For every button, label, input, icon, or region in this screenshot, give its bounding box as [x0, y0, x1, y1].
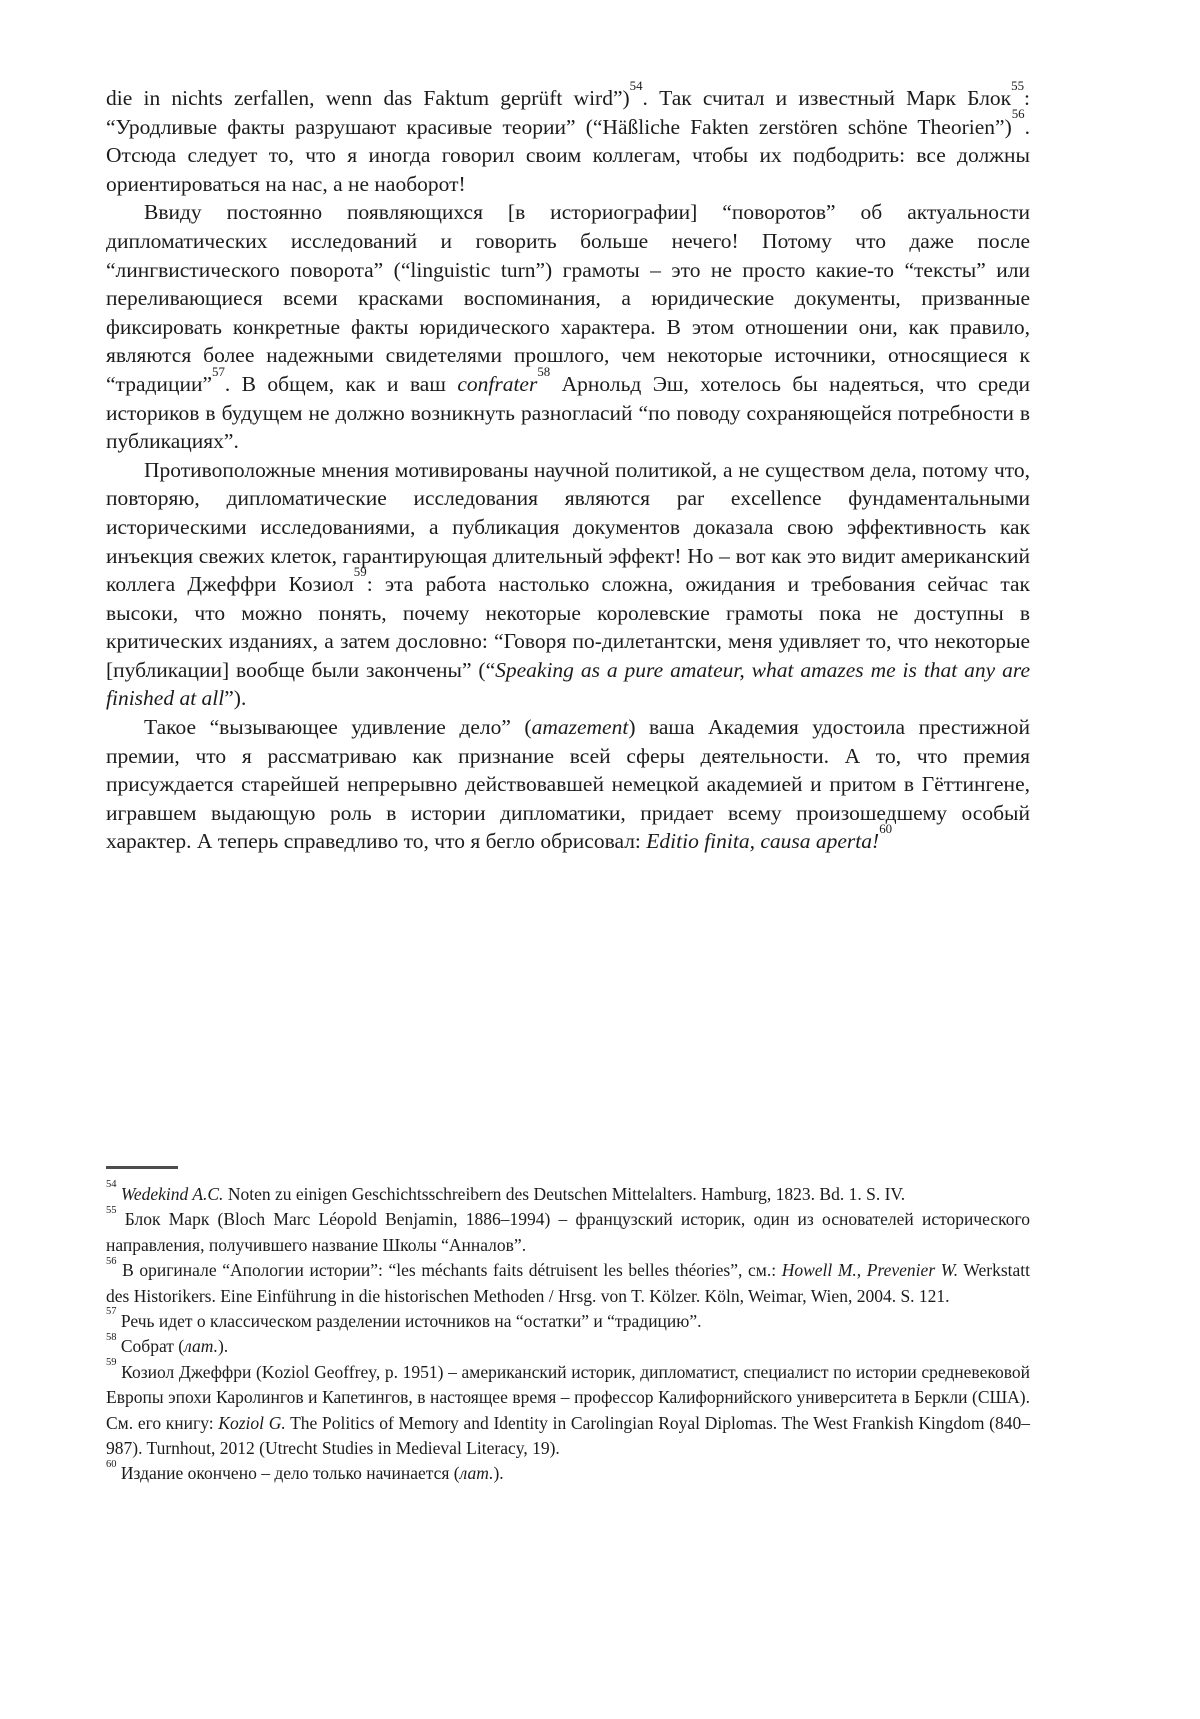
footnotes-list [106, 1179, 1031, 1487]
footnote-ref: 59 [353, 564, 367, 579]
footnote-separator [106, 1166, 178, 1169]
footnote-number: 54 [106, 1179, 117, 1191]
footnote-number: 55 [106, 1204, 117, 1216]
paragraph [106, 78, 1030, 198]
footnote-ref: 56 [1011, 107, 1025, 122]
text-run: ). [493, 1463, 504, 1484]
footnote-ref: 55 [1011, 78, 1025, 93]
paragraph [106, 456, 1030, 713]
text-run: Noten zu einigen Geschichtsschreibern des Deutschen Mittelalters. Hamburg, 1823. Bd. 1. S. IV. [223, 1184, 906, 1204]
footnote-number: 57 [106, 1306, 117, 1318]
paragraph [106, 198, 1030, 455]
footnote-number: 58 [106, 1331, 117, 1343]
text-run: ). [217, 1336, 229, 1357]
italic-text: Howell M., Prevenier W. [781, 1260, 959, 1281]
text-run: В оригинале “Апологии истории”: “les méchants faits détruisent les belles théories”, см.: [122, 1260, 782, 1281]
italic-text: лат. [184, 1336, 218, 1357]
footnote [106, 1179, 1030, 1207]
footnote-ref: 60 [879, 822, 893, 837]
footnote-ref: 57 [212, 364, 225, 379]
footnote-ref: 54 [629, 78, 643, 93]
text-run: Речь идет о классическом разделении источников на “остатки” и “традицию”. [120, 1311, 702, 1332]
text-run: Такое “вызывающее удивление дело” ( [144, 715, 532, 740]
text-run: . Так считал и известный Марк Блок [642, 86, 1012, 110]
text-run: : эта работа настолько сложна, ожидания и требования сейчас так высоки, что можно понять, почему некоторые королевские грамоты пока не доступны в критических изданиях, а затем дословно: “Говоря по-дилетантски, меня удивляет то, что некоторые [публикации] вообще были закончены” (“ [106, 572, 1030, 682]
text-run: Ввиду постоянно появляющихся [в историографии] “поворотов” об актуальности дипломатических исследований и говорить больше нечего! Потому что даже после “лингвистического поворота” (“linguistic turn”) грамоты – это не просто какие-то “тексты” или переливающиеся всеми красками воспоминания, а юридические документы, призванные фиксировать конкретные факты юридического характера. В этом отношении они, как правило, являются более надежными свидетелями прошлого, чем некоторые источники, относящиеся к “традиции” [106, 200, 1030, 396]
italic-text: Editio finita, causa aperta! [646, 829, 880, 854]
footnote [106, 1204, 1030, 1258]
main-text [106, 78, 1030, 856]
footnotes-section [106, 1166, 1030, 1487]
text-run: Издание окончено – дело только начинается ( [120, 1463, 460, 1484]
italic-text: Wedekind A.C. [120, 1184, 224, 1204]
text-run: Блок Марк (Bloch Marc Léopold Benjamin, 1886–1994) – французский историк, один из основателей исторического направления, получившего название Школы “Анналов”. [106, 1209, 1030, 1255]
text-run: Werkstatt des Historikers. Eine Einführung in die historischen Methoden / Hrsg. von T. Kölzer. Köln, Weimar, Wien, 2004. S. 121. [106, 1260, 1031, 1306]
footnote [106, 1306, 1030, 1334]
footnote-ref: 58 [537, 364, 551, 379]
italic-text: лат. [459, 1463, 494, 1484]
text-run: Козиол Джеффри (Koziol Geoffrey, р. 1951) – американский историк, дипломатист, специалист по истории средневековой Европы эпохи Каролингов и Капетингов, в настоящее время – профессор Калифорнийского университета в Беркли (США). См. его книгу: [106, 1361, 1030, 1433]
text-run: . Отсюда следует то, что я иногда говорил своим коллегам, чтобы их подбодрить: все должны ориентироваться на нас, а не наоборот! [106, 114, 1030, 196]
italic-text: amazement [531, 715, 629, 740]
text-run: . В общем, как и ваш [224, 371, 458, 396]
footnote-number: 60 [106, 1458, 117, 1470]
footnote [106, 1331, 1030, 1359]
footnote-number: 56 [106, 1255, 117, 1267]
footnote [106, 1458, 1030, 1486]
text-run: die in nichts zerfallen, wenn das Faktum geprüft wird”) [106, 86, 630, 110]
italic-text: Koziol G. [218, 1412, 286, 1433]
text-run: ”). [224, 686, 247, 711]
text-run: ) ваша Академия удостоила престижной премии, что я рассматриваю как признание всей сферы деятельности. А то, что премия присуждается старейшей непрерывно действовавшей немецкой академией и притом в Гёттингене, игравшем выдающую роль в истории дипломатики, придает всему произошедшему особый характер. А теперь справедливо то, что я бегло обрисовал: [106, 715, 1030, 854]
text-run: : “Уродливые факты разрушают красивые теории” (“Häßliche Fakten zerstören schöne Theorien”) [106, 86, 1030, 139]
text-run: Противоположные мнения мотивированы научной политикой, а не существом дела, потому что, повторяю, дипломатические исследования являются par excellence фундаментальными историческими исследованиями, а публикация документов доказала свою эффективность как инъекция свежих клеток, гарантирующая длительный эффект! Но – вот как это видит американский коллега Джеффри Козиол [106, 457, 1030, 597]
text-run: The Politics of Memory and Identity in Carolingian Royal Diplomas. The West Frankish Kingdom (840–987). Turnhout, 2012 (Utrecht Studies in Medieval Literacy, 19). [106, 1412, 1030, 1459]
footnote [106, 1255, 1031, 1309]
text-run: Собрат ( [120, 1336, 185, 1357]
text-run: Арнольд Эш, хотелось бы надеяться, что среди историков в будущем не должно возникнуть разногласий “по поводу сохраняющейся потребности в публикациях”. [106, 371, 1030, 454]
italic-text: Speaking as a pure amateur, what amazes me is that any are finished at all [106, 657, 1030, 711]
italic-text: confrater [457, 371, 538, 396]
footnote-number: 59 [106, 1357, 117, 1369]
footnote [106, 1357, 1030, 1462]
paragraph [106, 713, 1030, 856]
